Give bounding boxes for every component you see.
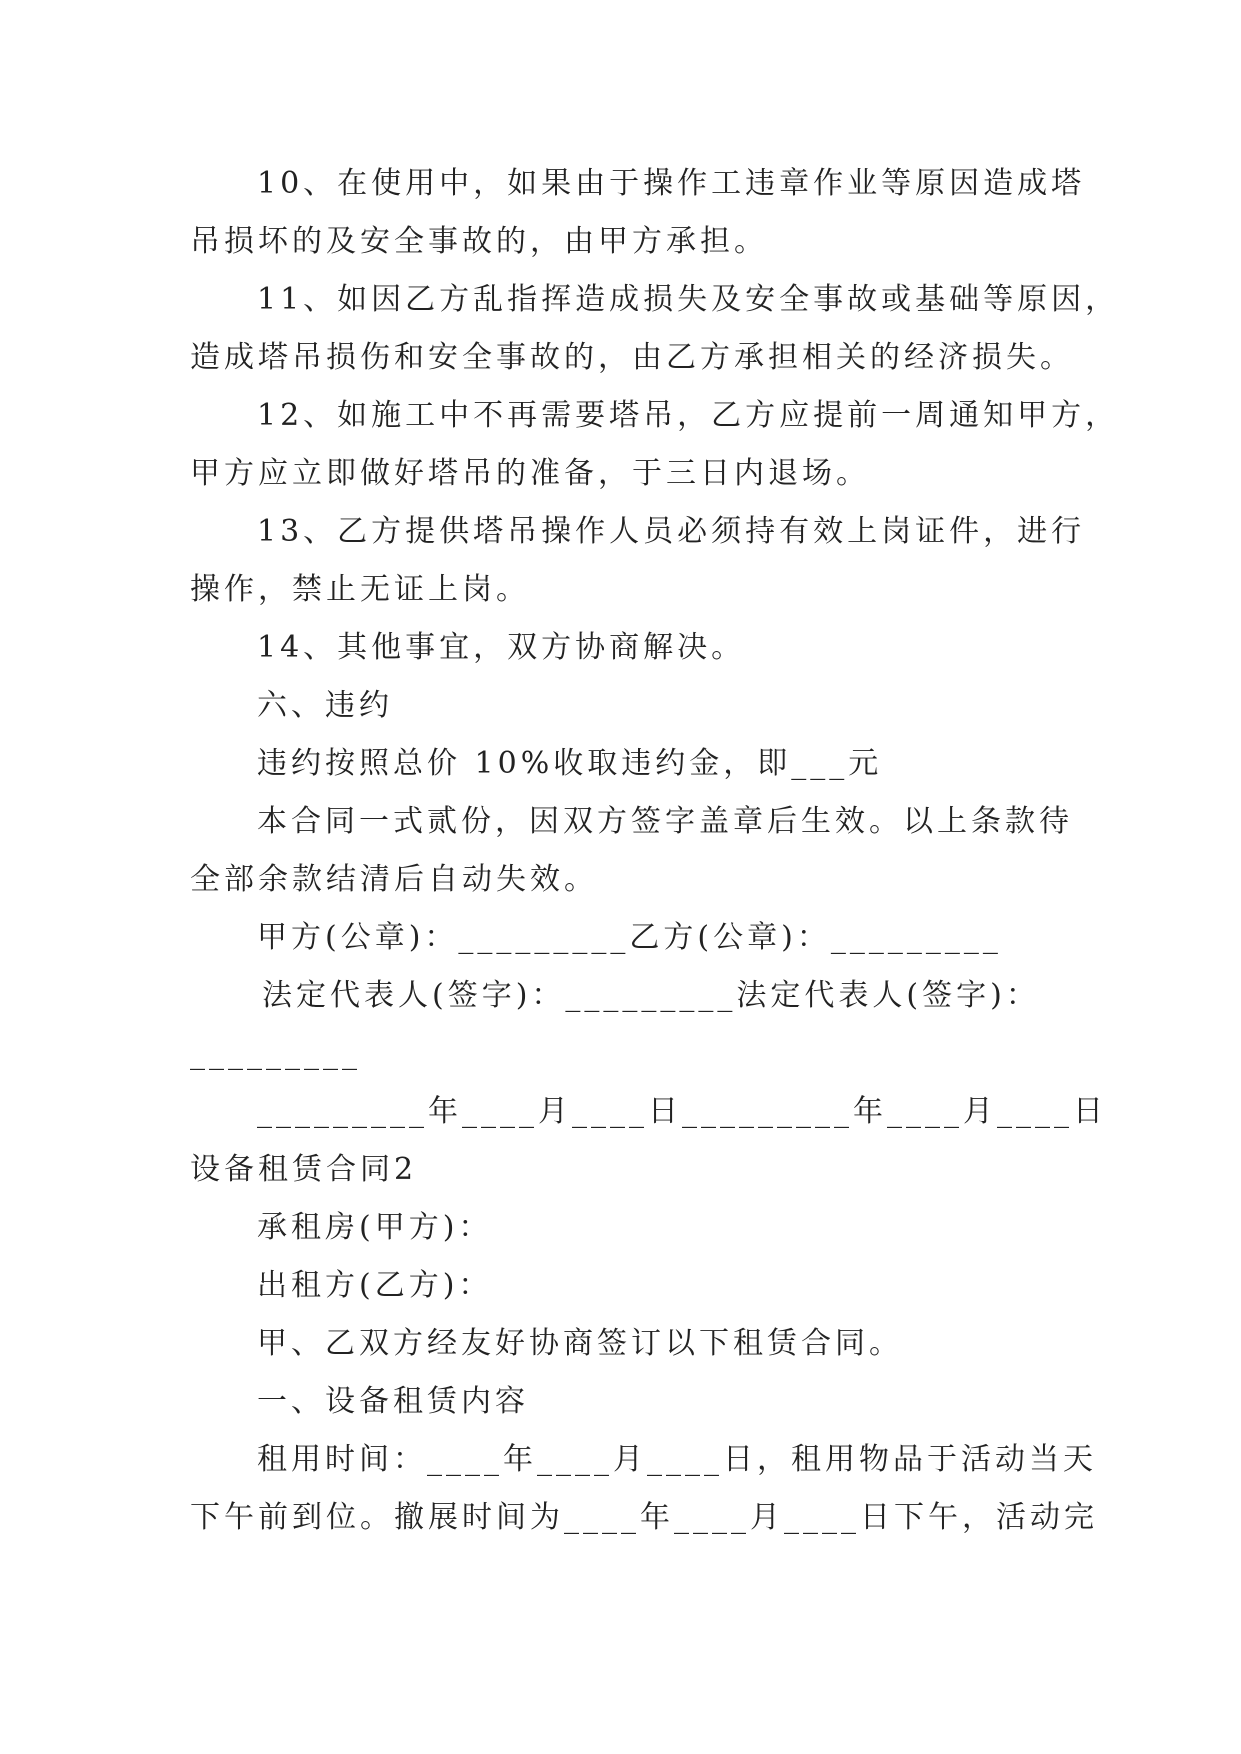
date-line: _________年____月____日_________年____月____日 xyxy=(257,1094,1107,1129)
seal-signature-line: 甲方(公章)：_________乙方(公章)：_________ xyxy=(257,920,1002,955)
validity-line-1: 本合同一式贰份，因双方签字盖章后生效。以上条款待 xyxy=(257,804,1073,839)
clause-13-line-1: 13、乙方提供塔吊操作人员必须持有效上岗证件，进行 xyxy=(257,514,1086,549)
clause-13-line-2: 操作，禁止无证上岗。 xyxy=(190,572,530,607)
section-heading-rental-content: 一、设备租赁内容 xyxy=(257,1384,529,1419)
clause-10-line-2: 吊损坏的及安全事故的，由甲方承担。 xyxy=(190,224,768,259)
agreement-intro: 甲、乙双方经友好协商签订以下租赁合同。 xyxy=(257,1326,903,1361)
breach-penalty-text: 违约按照总价 10%收取违约金，即___元 xyxy=(257,746,883,781)
clause-12-line-1: 12、如施工中不再需要塔吊，乙方应提前一周通知甲方， xyxy=(257,398,1120,433)
rental-time-line-1: 租用时间：____年____月____日，租用物品于活动当天 xyxy=(257,1442,1097,1477)
clause-11-line-2: 造成塔吊损伤和安全事故的，由乙方承担相关的经济损失。 xyxy=(190,340,1074,375)
representative-signature-line: 法定代表人(签字)：_________法定代表人(签字)： xyxy=(262,978,1040,1013)
representative-signature-blank: _________ xyxy=(190,1036,361,1071)
clause-14: 14、其他事宜，双方协商解决。 xyxy=(257,630,746,665)
lessor-field: 出租方(乙方)： xyxy=(257,1268,493,1303)
clause-11-line-1: 11、如因乙方乱指挥造成损失及安全事故或基础等原因， xyxy=(257,282,1120,317)
validity-line-2: 全部余款结清后自动失效。 xyxy=(190,862,598,897)
clause-12-line-2: 甲方应立即做好塔吊的准备，于三日内退场。 xyxy=(190,456,870,491)
rental-time-line-2: 下午前到位。撤展时间为____年____月____日下午，活动完 xyxy=(190,1500,1098,1535)
clause-10-line-1: 10、在使用中，如果由于操作工违章作业等原因造成塔 xyxy=(257,166,1086,201)
lessee-field: 承租房(甲方)： xyxy=(257,1210,493,1245)
section-heading-breach: 六、违约 xyxy=(257,688,393,723)
contract-title: 设备租赁合同2 xyxy=(190,1152,418,1187)
